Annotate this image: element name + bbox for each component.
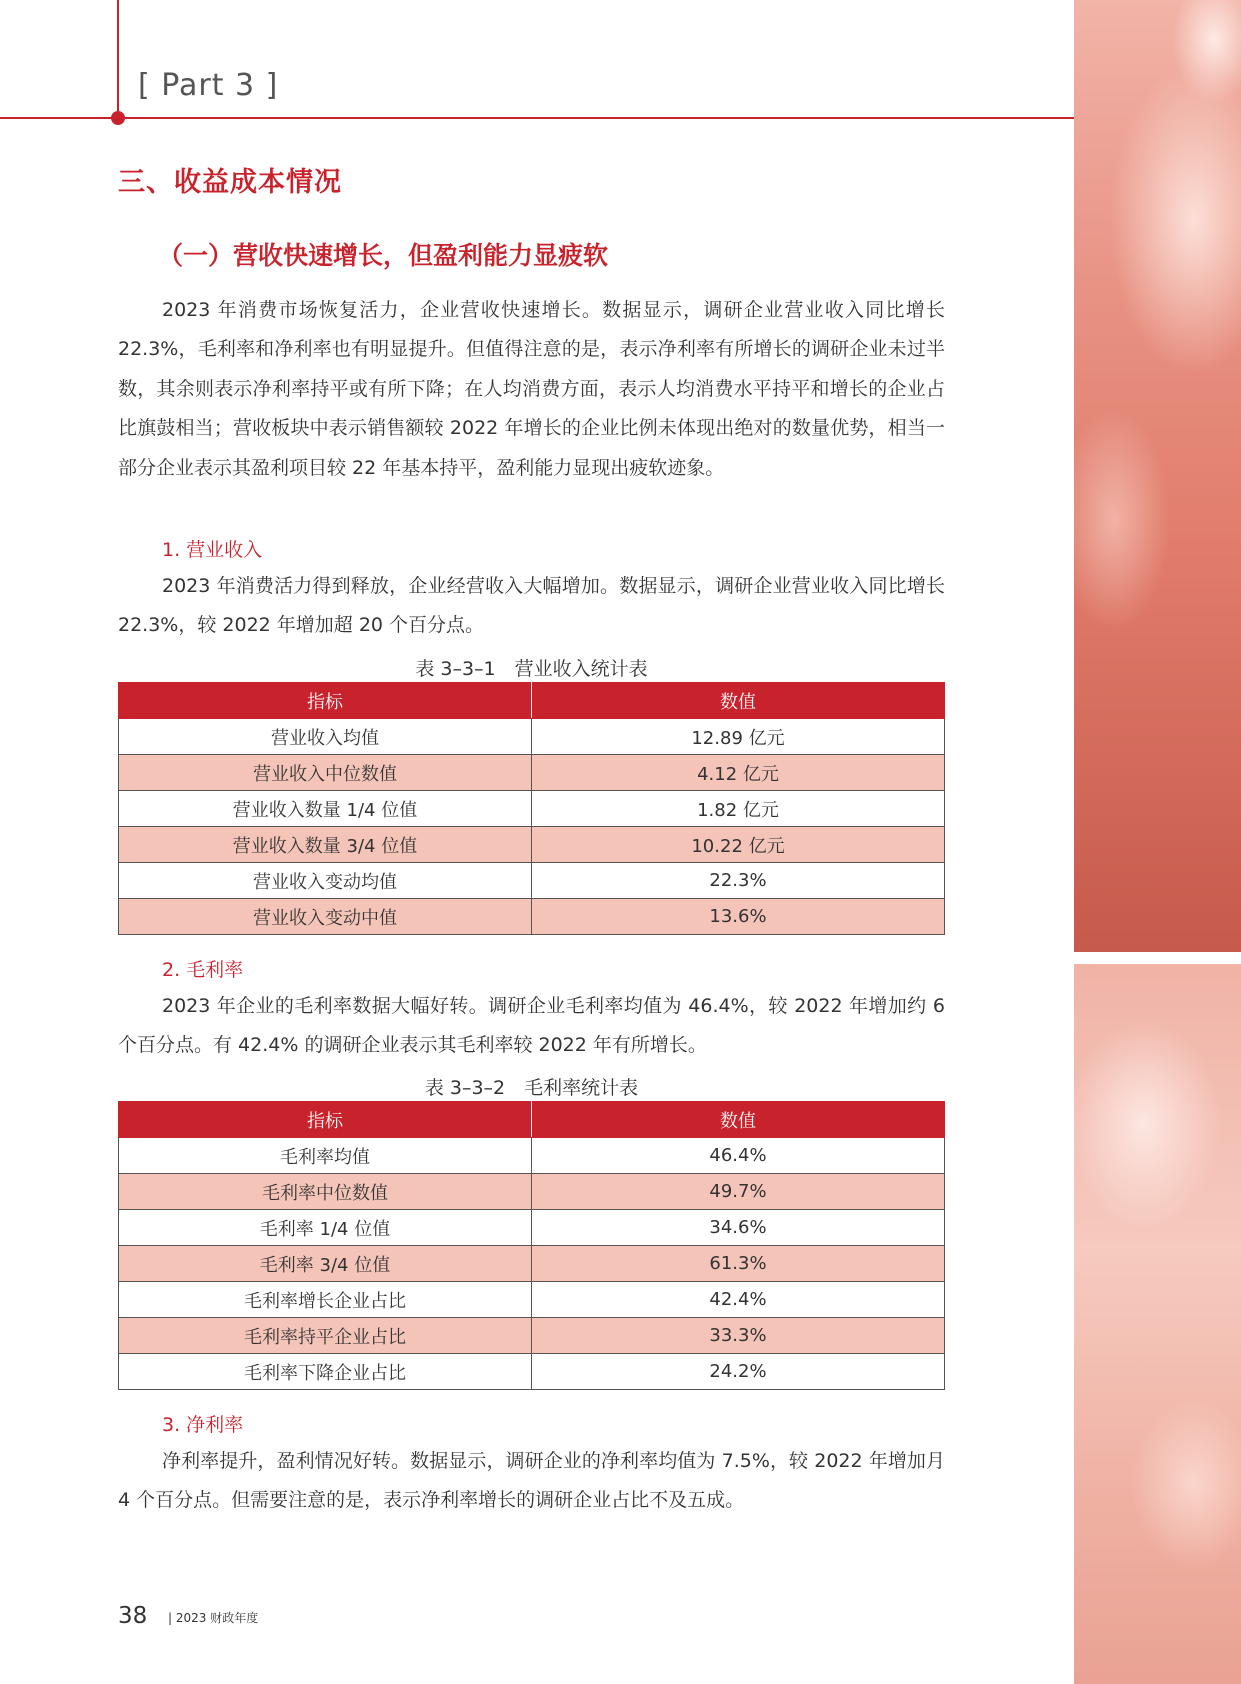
row-value: 1.82 亿元 [532, 791, 945, 827]
net-margin-paragraph: 净利率提升，盈利情况好转。数据显示，调研企业的净利率均值为 7.5%，较 2022 年增加月 4 个百分点。但需要注意的是，表示净利率增长的调研企业占比不及五成。 [118, 1450, 945, 1512]
table-row [119, 791, 945, 827]
row-label: 毛利率下降企业占比 [119, 1354, 532, 1390]
row-value: 22.3% [532, 863, 945, 899]
table-row [119, 1354, 945, 1390]
revenue-table-header [119, 683, 945, 719]
section-title: 三、收益成本情况 [118, 167, 342, 198]
net-margin-heading: 3. 净利率 [162, 1414, 244, 1436]
part-label: [ Part 3 ] [138, 68, 279, 103]
header-cell-indicator: 指标 [119, 1102, 532, 1138]
table-row [119, 1282, 945, 1318]
header-guide-horizontal [0, 117, 1074, 119]
table-row [119, 1210, 945, 1246]
row-value: 10.22 亿元 [532, 827, 945, 863]
header-guide-dot [111, 111, 125, 125]
row-label: 营业收入变动均值 [119, 863, 532, 899]
header-cell-value: 数值 [532, 683, 945, 719]
row-label: 营业收入均值 [119, 719, 532, 755]
row-value: 4.12 亿元 [532, 755, 945, 791]
header-guide-vertical [117, 0, 119, 118]
table-row [119, 1174, 945, 1210]
row-value: 49.7% [532, 1174, 945, 1210]
side-photo-top [1074, 0, 1241, 952]
row-label: 毛利率中位数值 [119, 1174, 532, 1210]
row-label: 营业收入数量 3/4 位值 [119, 827, 532, 863]
revenue-table [118, 682, 945, 935]
table-row [119, 755, 945, 791]
row-value: 13.6% [532, 899, 945, 935]
table-row [119, 899, 945, 935]
header-cell-value: 数值 [532, 1102, 945, 1138]
row-label: 毛利率持平企业占比 [119, 1318, 532, 1354]
footer-publication: | 2023 财政年度 [168, 1611, 259, 1625]
row-value: 34.6% [532, 1210, 945, 1246]
row-label: 毛利率 3/4 位值 [119, 1246, 532, 1282]
revenue-table-caption: 表 3–3–1 营业收入统计表 [415, 658, 648, 680]
row-value: 46.4% [532, 1138, 945, 1174]
table-row [119, 863, 945, 899]
row-label: 毛利率增长企业占比 [119, 1282, 532, 1318]
row-label: 营业收入中位数值 [119, 755, 532, 791]
gross-margin-table-header [119, 1102, 945, 1138]
side-photo-panel [1074, 0, 1241, 1684]
row-value: 12.89 亿元 [532, 719, 945, 755]
side-photo-bottom [1074, 964, 1241, 1684]
gross-margin-table-caption: 表 3–3–2 毛利率统计表 [424, 1077, 639, 1099]
intro-paragraph: 2023 年消费市场恢复活力，企业营收快速增长。数据显示，调研企业营业收入同比增长 22.3%，毛利率和净利率也有明显提升。但值得注意的是，表示净利率有所增长的调研企业未过半数，其余则表示净利率持平或有所下降；在人均消费方面，表示人均消费水平持平和增长的企业占比旗鼓相当；营收板块中表示销售额较 2022 年增长的企业比例未体现出绝对的数量优势，相当一部分企业表示其盈利项目较 22 年基本持平，盈利能力显现出疲软迹象。 [118, 299, 945, 479]
table-row [119, 1318, 945, 1354]
row-value: 42.4% [532, 1282, 945, 1318]
row-label: 毛利率均值 [119, 1138, 532, 1174]
header-cell-indicator: 指标 [119, 683, 532, 719]
table-row [119, 827, 945, 863]
row-value: 33.3% [532, 1318, 945, 1354]
gross-margin-heading: 2. 毛利率 [162, 959, 244, 981]
row-label: 营业收入数量 1/4 位值 [119, 791, 532, 827]
page-number: 38 [118, 1603, 148, 1629]
table-row [119, 1138, 945, 1174]
gross-margin-paragraph: 2023 年企业的毛利率数据大幅好转。调研企业毛利率均值为 46.4%，较 2022 年增加约 6 个百分点。有 42.4% 的调研企业表示其毛利率较 2022 年有所增长。 [118, 995, 945, 1057]
revenue-paragraph: 2023 年消费活力得到释放，企业经营收入大幅增加。数据显示，调研企业营业收入同比增长 22.3%，较 2022 年增加超 20 个百分点。 [118, 575, 945, 637]
side-photo-gap [1074, 952, 1241, 964]
row-value: 61.3% [532, 1246, 945, 1282]
row-value: 24.2% [532, 1354, 945, 1390]
subsection-title: （一）营收快速增长，但盈利能力显疲软 [158, 241, 609, 270]
row-label: 营业收入变动中值 [119, 899, 532, 935]
table-row [119, 719, 945, 755]
gross-margin-table [118, 1101, 945, 1390]
table-row [119, 1246, 945, 1282]
row-label: 毛利率 1/4 位值 [119, 1210, 532, 1246]
revenue-heading: 1. 营业收入 [162, 539, 263, 561]
